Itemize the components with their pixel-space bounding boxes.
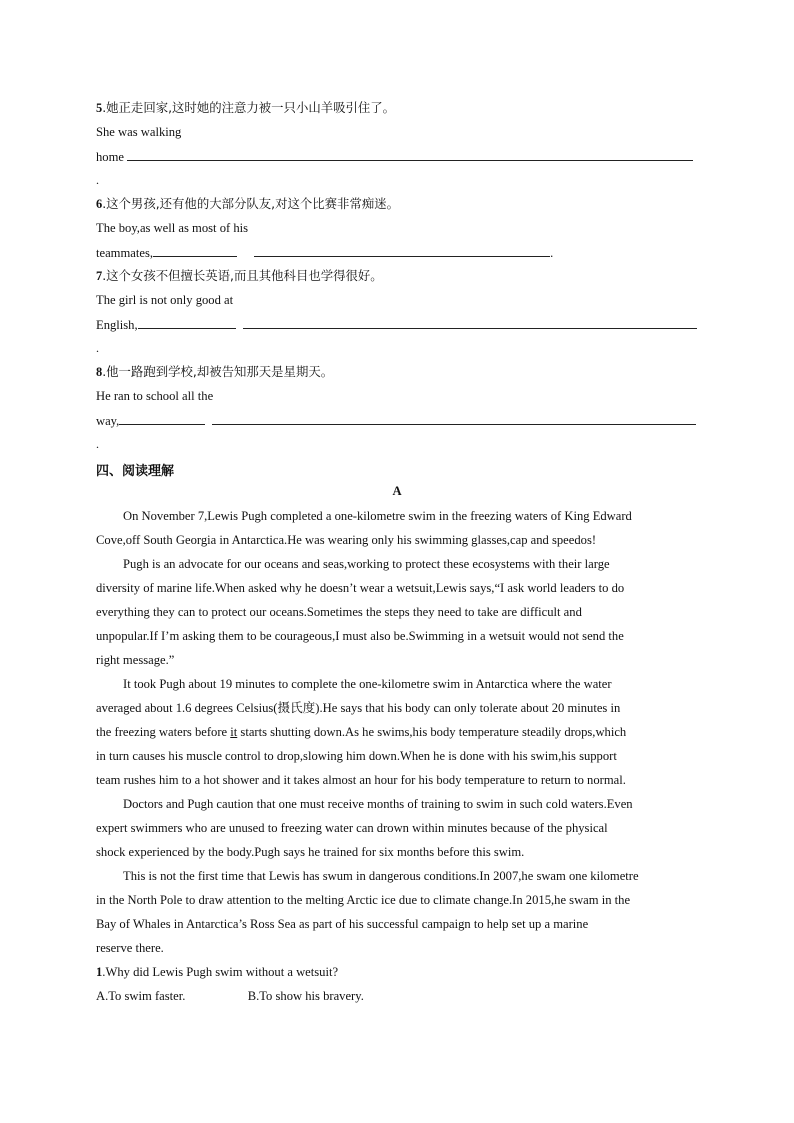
section-title: 四、阅读理解	[96, 464, 175, 479]
q7-line2: English,	[96, 316, 697, 333]
option-b[interactable]: B.To show his bravery.	[247, 989, 364, 1003]
q6-prompt: 6.这个男孩,还有他的大部分队友,对这个比赛非常痴迷。	[96, 196, 400, 211]
q8-end: .	[96, 437, 99, 451]
passage-paragraph-2: Pugh is an advocate for our oceans and seas,working to protect these ecosystems with their large diversity of marine life.When asked why he doesn’t wear a wetsuit,Lewis says,“I ask world leaders to do everything they can to protect our oceans.Sometimes the steps they need to take are difficult and unpopular.If I’m asking them to be courageous,I must also be.Swimming in a wetsuit would not send the right message.”	[96, 557, 625, 668]
q8-answer-blank-2[interactable]	[212, 412, 696, 425]
q5-line1: She was walking	[96, 125, 182, 139]
passage-paragraph-5: This is not the first time that Lewis has swum in dangerous conditions.In 2007,he swam one kilometre in the North Pole to draw attention to the melting Arctic ice due to climate change.In 2015,he swam in the Bay of Whales in Antarctica’s Ross Sea as part of his successful campaign to help set up a marine reserve there.	[96, 869, 639, 956]
question-1-options	[96, 988, 364, 1004]
q5-end: .	[96, 173, 99, 187]
q7-answer-blank-1[interactable]	[138, 316, 236, 329]
question-1: 1.Why did Lewis Pugh swim without a wetsuit?	[96, 965, 339, 979]
q8-line1: He ran to school all the	[96, 389, 214, 403]
q6-answer-blank-2[interactable]	[254, 244, 550, 257]
q8-line2: way,	[96, 412, 696, 429]
passage-paragraph-4: Doctors and Pugh caution that one must receive months of training to swim in such cold waters.Even expert swimmers who are unused to freezing water can drown within minutes because of the physical shock experienced by the body.Pugh says he trained for six months before this swim.	[96, 797, 633, 860]
passage-paragraph-3: It took Pugh about 19 minutes to complete the one-kilometre swim in Antarctica where the water averaged about 1.6 degrees Celsius(摄氏度).He says that his body can only tolerate about 20 minutes in the freezing waters before it starts shutting down.As he swims,his body temperature steadily drops,which in turn causes his muscle control to drop,slowing him down.When he is done with his swim,his support team rushes him to a hot shower and it takes almost an hour for his body temperature to return to normal.	[96, 677, 627, 788]
q6-line1: The boy,as well as most of his	[96, 221, 249, 235]
underlined-word: it	[230, 725, 238, 740]
q8-prompt: 8.他一路跑到学校,却被告知那天是星期天。	[96, 364, 334, 379]
q7-line1: The girl is not only good at	[96, 293, 234, 307]
q5-prompt: 5.她正走回家,这时她的注意力被一只小山羊吸引住了。	[96, 100, 396, 115]
passage-label: A	[392, 484, 402, 498]
q6-answer-blank-1[interactable]	[153, 244, 237, 257]
q8-answer-blank-1[interactable]	[119, 412, 205, 425]
q7-end: .	[96, 341, 99, 355]
q5-line2: home	[96, 148, 693, 165]
q7-answer-blank-2[interactable]	[243, 316, 697, 329]
passage-paragraph-1: On November 7,Lewis Pugh completed a one-kilometre swim in the freezing waters of King Edward Cove,off South Georgia in Antarctica.He was wearing only his swimming glasses,cap and speedos!	[96, 509, 632, 548]
q5-answer-blank[interactable]	[127, 148, 693, 161]
q7-prompt: 7.这个女孩不但擅长英语,而且其他科目也学得很好。	[96, 268, 383, 283]
q6-line2: teammates, .	[96, 246, 554, 260]
option-a[interactable]: A.To swim faster.	[96, 989, 186, 1003]
